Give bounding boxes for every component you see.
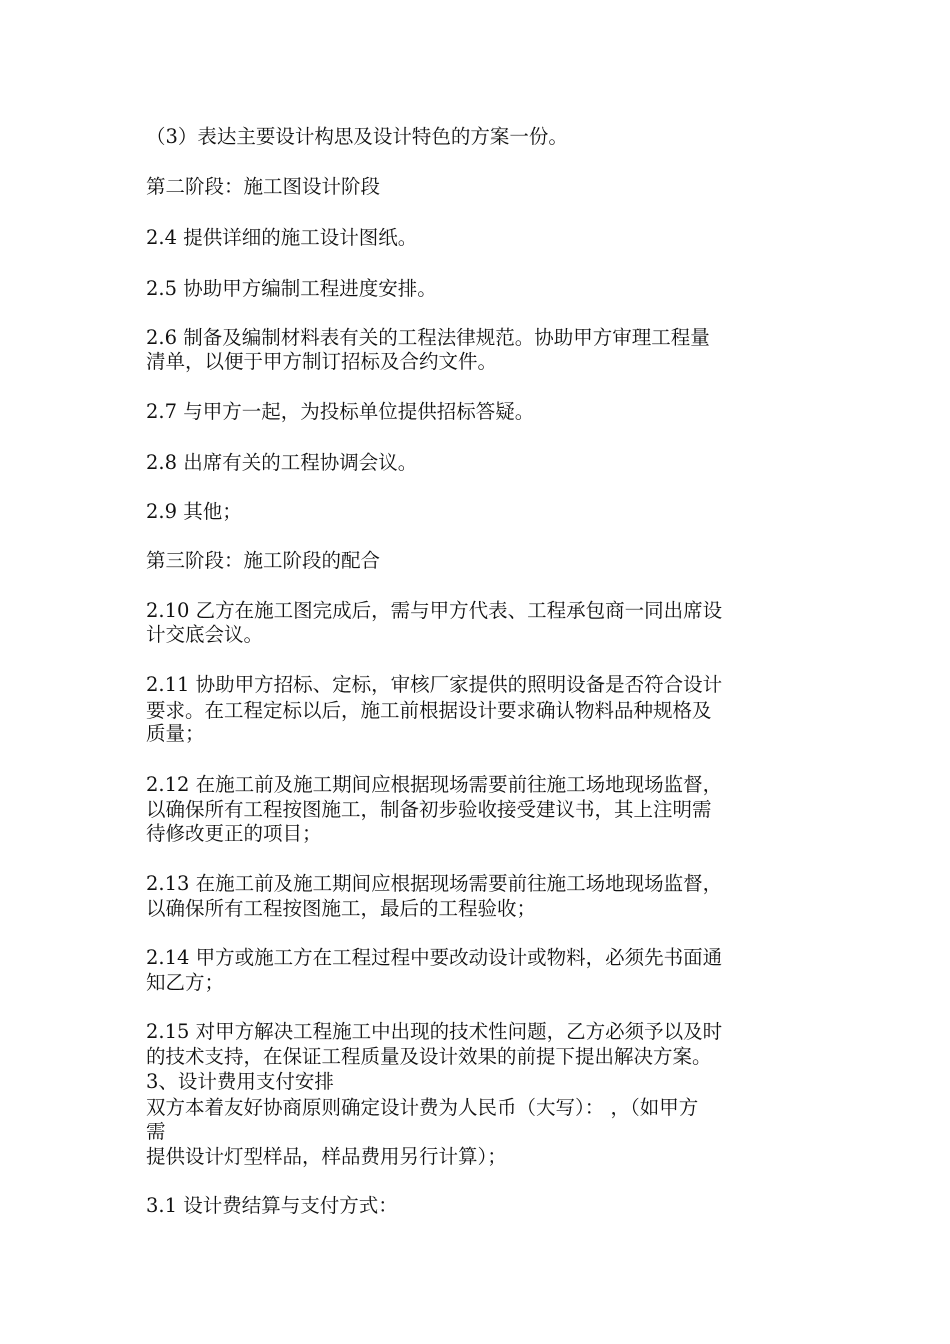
section-heading: 3、设计费用支付安排 bbox=[146, 1070, 334, 1093]
text-line: 2.6 制备及编制材料表有关的工程法律规范。协助甲方审理工程量 bbox=[146, 326, 710, 349]
text-line: 2.4 提供详细的施工设计图纸。 bbox=[146, 226, 418, 249]
text-line: 双方本着友好协商原则确定设计费为人民币（大写）： ，（如甲方 bbox=[146, 1096, 699, 1119]
text-line: 2.15 对甲方解决工程施工中出现的技术性问题，乙方必须予以及时 bbox=[146, 1020, 723, 1043]
section-heading: 第二阶段：施工图设计阶段 bbox=[146, 175, 381, 198]
text-line: 要求。在工程定标以后，施工前根据设计要求确认物料品种规格及 bbox=[146, 699, 712, 722]
text-line: 2.12 在施工前及施工期间应根据现场需要前往施工场地现场监督， bbox=[146, 773, 723, 796]
text-line: 2.9 其他； bbox=[146, 500, 242, 523]
text-line: 质量； bbox=[146, 722, 205, 745]
text-line: 知乙方； bbox=[146, 971, 225, 994]
text-line: 待修改更正的项目； bbox=[146, 822, 322, 845]
text-line: 以确保所有工程按图施工，最后的工程验收； bbox=[146, 897, 537, 920]
section-heading: 第三阶段：施工阶段的配合 bbox=[146, 549, 381, 572]
text-line: 2.13 在施工前及施工期间应根据现场需要前往施工场地现场监督， bbox=[146, 872, 723, 895]
text-line: 2.14 甲方或施工方在工程过程中要改动设计或物料，必须先书面通 bbox=[146, 946, 723, 969]
text-line: 的技术支持，在保证工程质量及设计效果的前提下提出解决方案。 bbox=[146, 1045, 712, 1068]
text-line: 2.5 协助甲方编制工程进度安排。 bbox=[146, 277, 437, 300]
text-line: 2.7 与甲方一起，为投标单位提供招标答疑。 bbox=[146, 400, 535, 423]
text-line: 计交底会议。 bbox=[146, 623, 264, 646]
text-line: 提供设计灯型样品，样品费用另行计算）； bbox=[146, 1145, 507, 1168]
text-line: 2.11 协助甲方招标、定标，审核厂家提供的照明设备是否符合设计 bbox=[146, 673, 723, 696]
text-line: 3.1 设计费结算与支付方式： bbox=[146, 1194, 398, 1217]
text-line: 需 bbox=[146, 1120, 166, 1143]
text-line: 以确保所有工程按图施工，制备初步验收接受建议书，其上注明需 bbox=[146, 798, 712, 821]
text-line: 清单，以便于甲方制订招标及合约文件。 bbox=[146, 350, 498, 373]
text-line: 2.10 乙方在施工图完成后，需与甲方代表、工程承包商一同出席设 bbox=[146, 599, 723, 622]
text-line: （3）表达主要设计构思及设计特色的方案一份。 bbox=[146, 125, 568, 148]
text-line: 2.8 出席有关的工程协调会议。 bbox=[146, 451, 418, 474]
